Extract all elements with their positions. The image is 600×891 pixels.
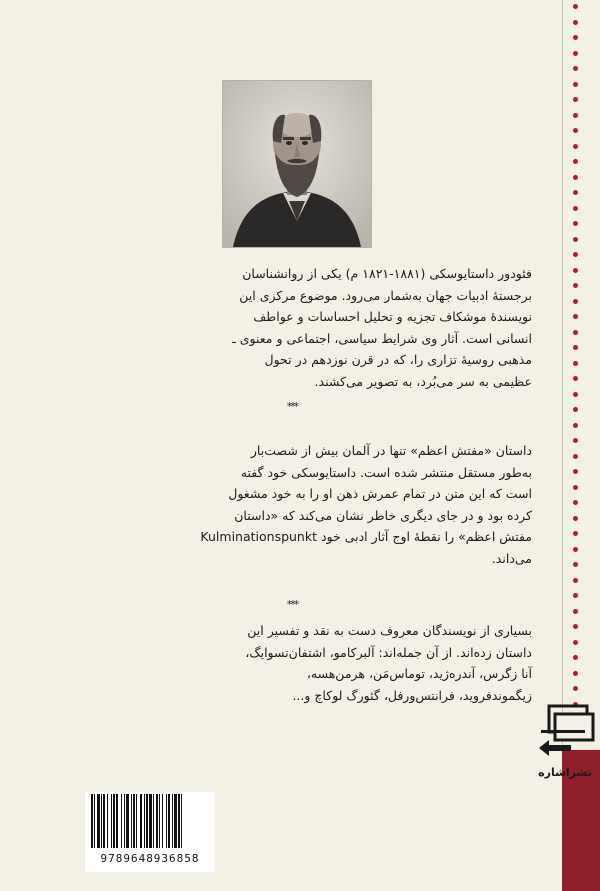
border-dot xyxy=(573,361,578,366)
barcode-bar xyxy=(126,794,129,848)
border-dot xyxy=(573,51,578,56)
separator-stars: *** xyxy=(286,598,298,611)
border-dot xyxy=(573,35,578,40)
publisher-mark xyxy=(535,700,595,790)
border-dot xyxy=(573,640,578,645)
border-dot xyxy=(573,485,578,490)
border-dot xyxy=(573,159,578,164)
border-dot xyxy=(573,376,578,381)
text-line: بسیاری از نویسندگان معروف دست به نقد و تفسیر این xyxy=(247,623,532,638)
border-dot xyxy=(573,516,578,521)
border-dot xyxy=(573,392,578,397)
barcode-bar xyxy=(172,794,173,848)
border-dot xyxy=(573,624,578,629)
text-line: مذهبی روسیهٔ تزاری را، که در قرن نوزدهم در تحول xyxy=(264,352,532,368)
barcode-bar xyxy=(144,794,145,848)
border-dot xyxy=(573,283,578,288)
barcode-bar xyxy=(146,794,148,848)
border-dot xyxy=(573,206,578,211)
border-dot xyxy=(573,609,578,614)
critics-paragraph xyxy=(108,620,532,706)
text-line: کرده بود و در جای دیگری خاطر نشان می‌کند که «داستان xyxy=(234,507,532,523)
text-line: آنا زگرس، آندره‌ژید، توماس‌مَن، هرمن‌هسه، xyxy=(306,666,532,682)
decorative-dot-border xyxy=(570,0,582,750)
text-line: مفتش اعظم» را نقطهٔ اوج آثار ادبی خود Kulminationspunkt xyxy=(200,529,532,545)
border-dot xyxy=(573,345,578,350)
text-line: زیگموندفروید، فرانتس‌ورفل، گئورگ لوکاچ و... xyxy=(292,687,532,703)
border-dot xyxy=(573,82,578,87)
border-dot xyxy=(573,423,578,428)
border-dot xyxy=(573,407,578,412)
border-dot xyxy=(573,330,578,335)
separator-stars: *** xyxy=(286,400,298,413)
barcode-bar xyxy=(153,794,154,848)
text-line: است که این متن در تمام عمرش ذهن او را به خود مشغول xyxy=(228,486,532,502)
barcode xyxy=(85,792,215,872)
text-line: به‌طور مستقل منتشر شده است. داستایوسکی خود گفته xyxy=(240,464,532,480)
border-dot xyxy=(573,237,578,242)
barcode-bar xyxy=(181,794,182,848)
border-dot xyxy=(573,252,578,257)
barcode-bar xyxy=(133,794,135,848)
border-dot xyxy=(573,97,578,102)
barcode-bars xyxy=(85,792,215,850)
border-dot xyxy=(573,547,578,552)
barcode-bar xyxy=(103,794,105,848)
barcode-bar xyxy=(162,794,163,848)
border-dot xyxy=(573,686,578,691)
barcode-bar xyxy=(174,794,177,848)
barcode-bar xyxy=(140,794,142,848)
barcode-bar xyxy=(149,794,152,848)
barcode-bar xyxy=(97,794,100,848)
text-line: می‌داند. xyxy=(491,550,532,566)
text-line: داستان «مفتش اعظم» تنها در آلمان بیش از شصت‌بار xyxy=(250,443,532,458)
text-line: داستان زده‌اند. از آن جمله‌اند: آلبرکامو، اشتفان‌تسوایگ، xyxy=(245,644,532,660)
text-line: انسانی است. آثار وی شرایط سیاسی، اجتماعی و معنوی ـ xyxy=(232,330,532,346)
barcode-bar xyxy=(91,794,93,848)
text-line: فئودور داستایوسکی (۱۸۸۱-۱۸۲۱ م) یکی از روانشناسان xyxy=(242,266,532,281)
barcode-bar xyxy=(111,794,112,848)
barcode-bar xyxy=(136,794,137,848)
border-dot xyxy=(573,531,578,536)
barcode-bar xyxy=(121,794,122,848)
border-dot xyxy=(573,4,578,9)
border-dot xyxy=(573,66,578,71)
barcode-bar xyxy=(159,794,160,848)
barcode-bar xyxy=(101,794,102,848)
text-line: عظیمی به سر می‌بُرد، به تصویر می‌کشند. xyxy=(314,373,532,389)
text-line: نویسندهٔ موشکاف تجزیه و تحلیل احساسات و عواطف xyxy=(253,309,532,325)
barcode-bar xyxy=(166,794,167,848)
border-dot xyxy=(573,454,578,459)
publisher-logo-icon xyxy=(535,700,595,764)
text-line: برجستهٔ ادبیات جهان به‌شمار می‌رود. موضوع مرکزی این xyxy=(239,287,532,303)
author-bio-paragraph xyxy=(108,263,532,393)
border-dot xyxy=(573,20,578,25)
border-dot xyxy=(573,562,578,567)
story-paragraph xyxy=(108,440,532,570)
barcode-bar xyxy=(178,794,180,848)
border-dot xyxy=(573,314,578,319)
barcode-bar xyxy=(113,794,115,848)
author-portrait xyxy=(222,80,372,248)
border-dot xyxy=(573,438,578,443)
border-dot xyxy=(573,113,578,118)
border-dot xyxy=(573,500,578,505)
barcode-bar xyxy=(116,794,118,848)
barcode-bar xyxy=(94,794,95,848)
border-dot xyxy=(573,144,578,149)
border-dot xyxy=(573,299,578,304)
border-dot xyxy=(573,655,578,660)
border-dot xyxy=(573,221,578,226)
border-dot xyxy=(573,175,578,180)
barcode-bar xyxy=(107,794,108,848)
barcode-bar xyxy=(156,794,158,848)
border-dot xyxy=(573,190,578,195)
border-dot xyxy=(573,578,578,583)
border-dot xyxy=(573,593,578,598)
barcode-bar xyxy=(124,794,125,848)
border-dot xyxy=(573,469,578,474)
border-dot xyxy=(573,671,578,676)
border-dot xyxy=(573,128,578,133)
publisher-name: نشراشاره xyxy=(538,766,592,779)
barcode-bar xyxy=(131,794,132,848)
border-dot xyxy=(573,268,578,273)
barcode-bar xyxy=(168,794,170,848)
isbn-number: 9789648936858 xyxy=(100,852,200,865)
